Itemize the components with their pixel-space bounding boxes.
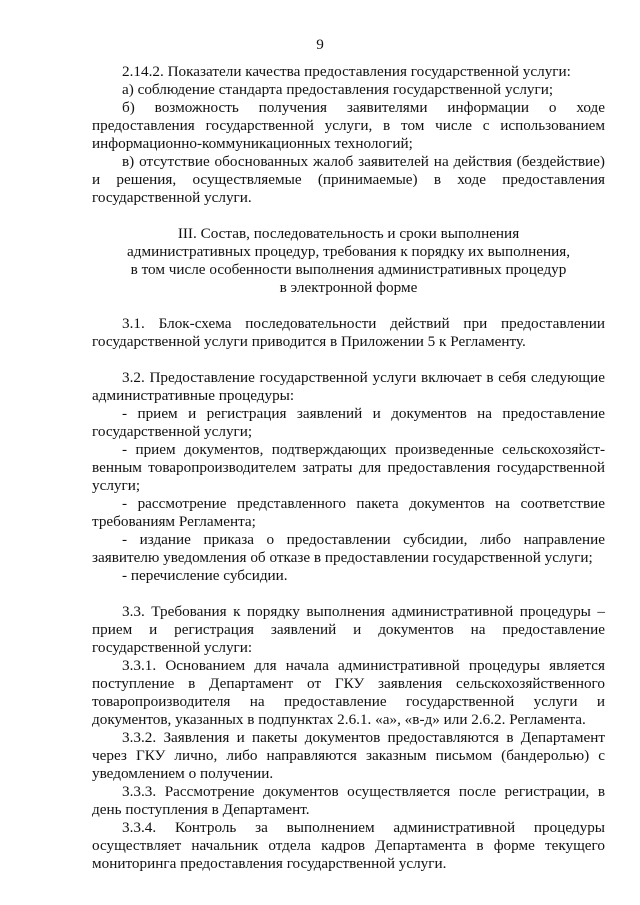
procedure-item: - издание приказа о предоставлении субсидии, либо направление заявителю уведомления об отказе в предоставлении государственной услуги; xyxy=(92,531,605,566)
clause-2-14-2: 2.14.2. Показатели качества предоставления государственной услуги: xyxy=(122,63,571,80)
procedure-item: - рассмотрение представленного пакета документов на соответствие требованиям Регламента; xyxy=(92,495,605,530)
document-body xyxy=(92,63,605,873)
section-title: III. Состав, последовательность и сроки выполнения административных процедур, требования к порядку их выполнения, в том числе особенности выполнения административных процедур в электронной форме xyxy=(126,225,570,296)
procedure-item: - перечисление субсидии. xyxy=(122,567,288,584)
list-item-b: б) возможность получения заявителями информации о ходе предоставления государственной услуги, в том числе с использованием информационно-коммуникационных технологий; xyxy=(92,99,605,152)
clause-3-3-2: 3.3.2. Заявления и пакеты документов предоставляются в Департамент через ГКУ лично, либо направляются заказным письмом (бандеролью) с уведомлением о получении. xyxy=(92,729,605,782)
page-number: 9 xyxy=(316,36,324,53)
clause-3-3-3: 3.3.3. Рассмотрение документов осуществляется после регистрации, в день поступления в Департамент. xyxy=(92,783,605,818)
list-item-v: в) отсутствие обоснованных жалоб заявителей на действия (бездействие) и решения, осуществляемые (принимаемые) в ходе предоставления государственной услуги. xyxy=(92,153,605,206)
procedure-item: - прием документов, подтверждающих произведенные сельскохозяйственным товаропроизводителем затраты для предоставления государственной услуги; xyxy=(92,441,605,494)
procedure-item: - прием и регистрация заявлений и документов на предоставление государственной услуги; xyxy=(92,405,605,440)
clause-3-3-4: 3.3.4. Контроль за выполнением административной процедуры осуществляет начальник отдела кадров Департамента в форме текущего мониторинга предоставления государственной услуги. xyxy=(92,819,605,872)
list-item-a: а) соблюдение стандарта предоставления государственной услуги; xyxy=(122,81,554,98)
clause-3-3: 3.3. Требования к порядку выполнения административной процедуры – прием и регистрация заявлений и документов на предоставление государственной услуги: xyxy=(92,603,605,656)
clause-3-3-1: 3.3.1. Основанием для начала административной процедуры является поступление в Департамент от ГКУ заявления сельскохозяйственного товаропроизводителя на предоставление государственной услуги и документов, указанных в подпунктах 2.6.1. «а», «в-д» или 2.6.2. Регламента. xyxy=(92,657,605,728)
clause-3-2: 3.2. Предоставление государственной услуги включает в себя следующие административные процедуры: xyxy=(92,369,605,404)
clause-3-1: 3.1. Блок-схема последовательности действий при предоставлении государственной услуги приводится в Приложении 5 к Регламенту. xyxy=(92,315,605,350)
